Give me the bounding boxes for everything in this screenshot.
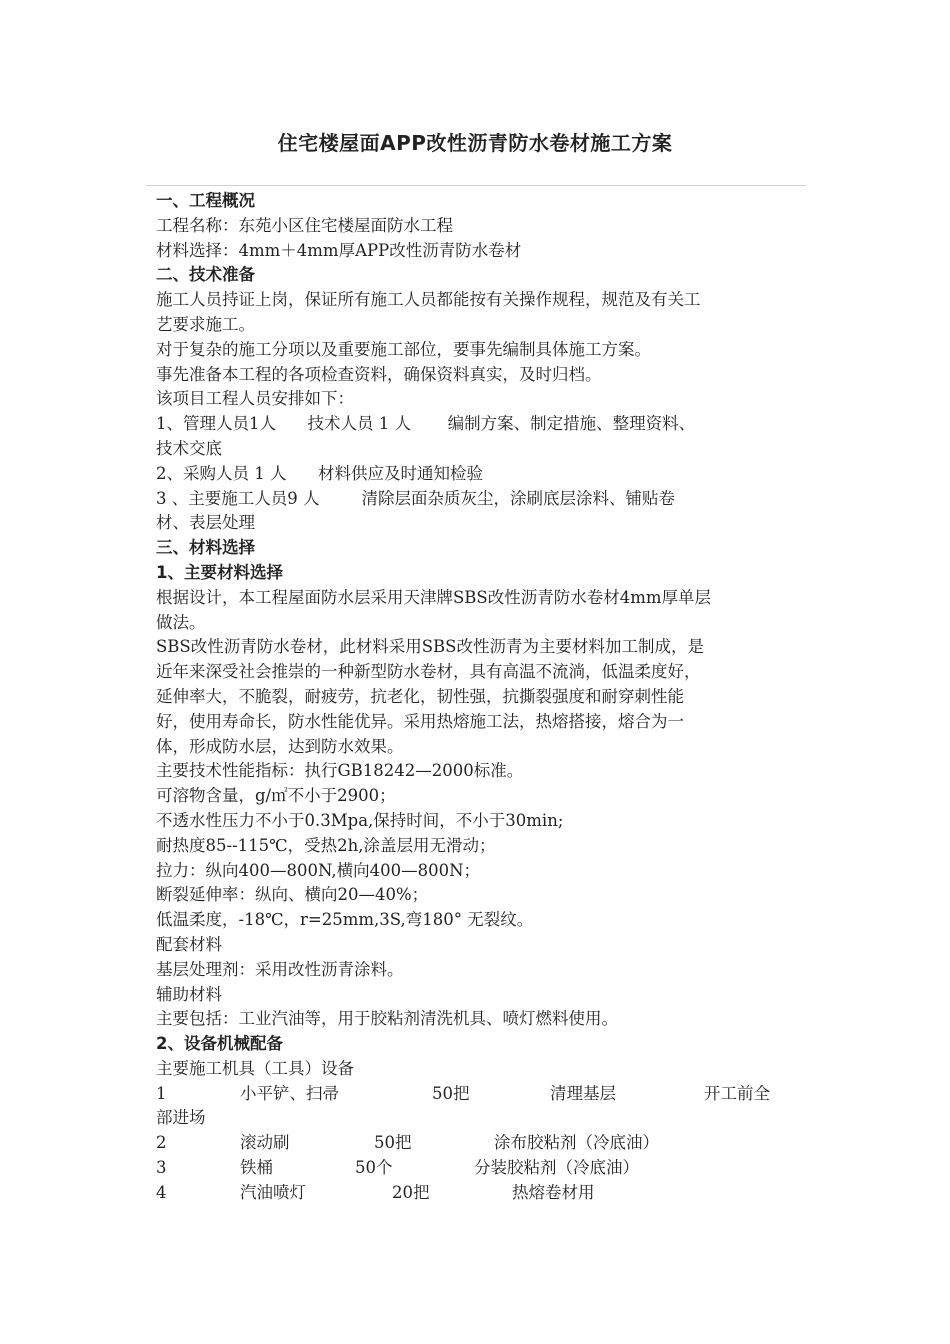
equipment-qty: 20把 xyxy=(392,1182,430,1202)
equipment-qty: 50个 xyxy=(355,1158,393,1178)
equipment-qty: 50把 xyxy=(432,1083,470,1103)
paragraph-line: SBS改性沥青防水卷材，此材料采用SBS改性沥青为主要材料加工制成，是 xyxy=(156,637,704,657)
equipment-note: 开工前全 xyxy=(704,1083,770,1103)
title-divider xyxy=(146,185,806,186)
equipment-row xyxy=(156,1181,796,1206)
spec-line: 不透水性压力不小于0.3Mpa,保持时间，不小于30min; xyxy=(156,810,564,830)
document-title: 住宅楼屋面APP改性沥青防水卷材施工方案 xyxy=(277,131,673,155)
equipment-use: 热熔卷材用 xyxy=(512,1182,595,1202)
material-choice: 材料选择：4mm＋4mm厚APP改性沥青防水卷材 xyxy=(156,240,522,260)
paragraph-line: 好，使用寿命长，防水性能优异。采用热熔施工法，热熔搭接，熔合为一 xyxy=(156,711,684,731)
paragraph-line: 延伸率大，不脆裂，耐疲劳，抗老化，韧性强，抗撕裂强度和耐穿刺性能 xyxy=(156,686,684,706)
spec-line: 拉力：纵向400—800N,横向400—800N； xyxy=(156,860,481,880)
equipment-name: 铁桶 xyxy=(240,1158,273,1178)
equipment-name: 小平铲、扫帚 xyxy=(240,1083,339,1103)
section-heading-materials: 三、材料选择 xyxy=(156,538,255,558)
aux-title: 配套材料 xyxy=(156,934,222,954)
paragraph-line: 该项目工程人员安排如下： xyxy=(156,389,354,409)
equipment-use: 清理基层 xyxy=(550,1083,616,1103)
section-heading-overview: 一、工程概况 xyxy=(156,191,255,210)
paragraph-line: 艺要求施工。 xyxy=(156,314,255,334)
equipment-note-continued: 部进场 xyxy=(156,1108,206,1128)
project-name: 工程名称：东苑小区住宅楼屋面防水工程 xyxy=(156,215,453,235)
section-heading-tech-prep: 二、技术准备 xyxy=(156,265,255,285)
paragraph-line: 主要包括：工业汽油等，用于胶粘剂清洗机具、喷灯燃料使用。 xyxy=(156,1009,618,1029)
paragraph-line: 近年来深受社会推崇的一种新型防水卷材，具有高温不流淌，低温柔度好， xyxy=(156,662,701,682)
paragraph-line: 施工人员持证上岗，保证所有施工人员都能按有关操作规程，规范及有关工 xyxy=(156,290,701,310)
subheading-equipment: 2、设备机械配备 xyxy=(156,1034,283,1054)
spec-line: 可溶物含量，g/㎡不小于2900； xyxy=(156,786,396,806)
paragraph-line: 对于复杂的施工分项以及重要施工部位，要事先编制具体施工方案。 xyxy=(156,339,651,359)
equipment-row xyxy=(156,1131,796,1156)
paragraph-line: 根据设计，本工程屋面防水层采用天津牌SBS改性沥青防水卷材4mm厚单层 xyxy=(156,587,712,607)
staff-line: 技术交底 xyxy=(156,438,222,458)
staff-line: 2、采购人员 1 人 材料供应及时通知检验 xyxy=(156,463,483,483)
staff-line: 材、表层处理 xyxy=(156,513,255,533)
equipment-use: 分装胶粘剂（冷底油） xyxy=(474,1158,639,1178)
equipment-row xyxy=(156,1082,796,1107)
equipment-no: 2 xyxy=(156,1133,167,1153)
subheading-main-materials: 1、主要材料选择 xyxy=(156,562,283,582)
equipment-name: 汽油喷灯 xyxy=(240,1182,306,1202)
document-body xyxy=(156,189,796,1206)
equipment-no: 4 xyxy=(156,1182,167,1202)
equipment-no: 1 xyxy=(156,1083,167,1103)
spec-line: 耐热度85--115℃，受热2h,涂盖层用无滑动； xyxy=(156,835,496,855)
staff-line: 3 、主要施工人员9 人 清除层面杂质灰尘，涂刷底层涂料、铺贴卷 xyxy=(156,488,675,508)
paragraph-line: 做法。 xyxy=(156,612,206,632)
staff-line: 1、管理人员1人 技术人员 1 人 编制方案、制定措施、整理资料、 xyxy=(156,414,696,434)
paragraph-line: 基层处理剂：采用改性沥青涂料。 xyxy=(156,959,404,979)
equipment-no: 3 xyxy=(156,1158,167,1178)
equipment-title: 主要施工机具（工具）设备 xyxy=(156,1058,354,1078)
aux-title: 辅助材料 xyxy=(156,984,222,1004)
equipment-name: 滚动刷 xyxy=(240,1133,290,1153)
spec-line: 断裂延伸率：纵向、横向20—40%； xyxy=(156,885,429,905)
spec-line: 低温柔度，-18℃，r=25mm,3S,弯180° 无裂纹。 xyxy=(156,910,534,930)
spec-line: 主要技术性能指标：执行GB18242—2000标准。 xyxy=(156,761,524,781)
paragraph-line: 事先准备本工程的各项检查资料，确保资料真实，及时归档。 xyxy=(156,364,602,384)
equipment-qty: 50把 xyxy=(374,1133,412,1153)
paragraph-line: 体，形成防水层，达到防水效果。 xyxy=(156,736,404,756)
equipment-use: 涂布胶粘剂（冷底油） xyxy=(494,1133,659,1153)
equipment-row xyxy=(156,1156,796,1181)
